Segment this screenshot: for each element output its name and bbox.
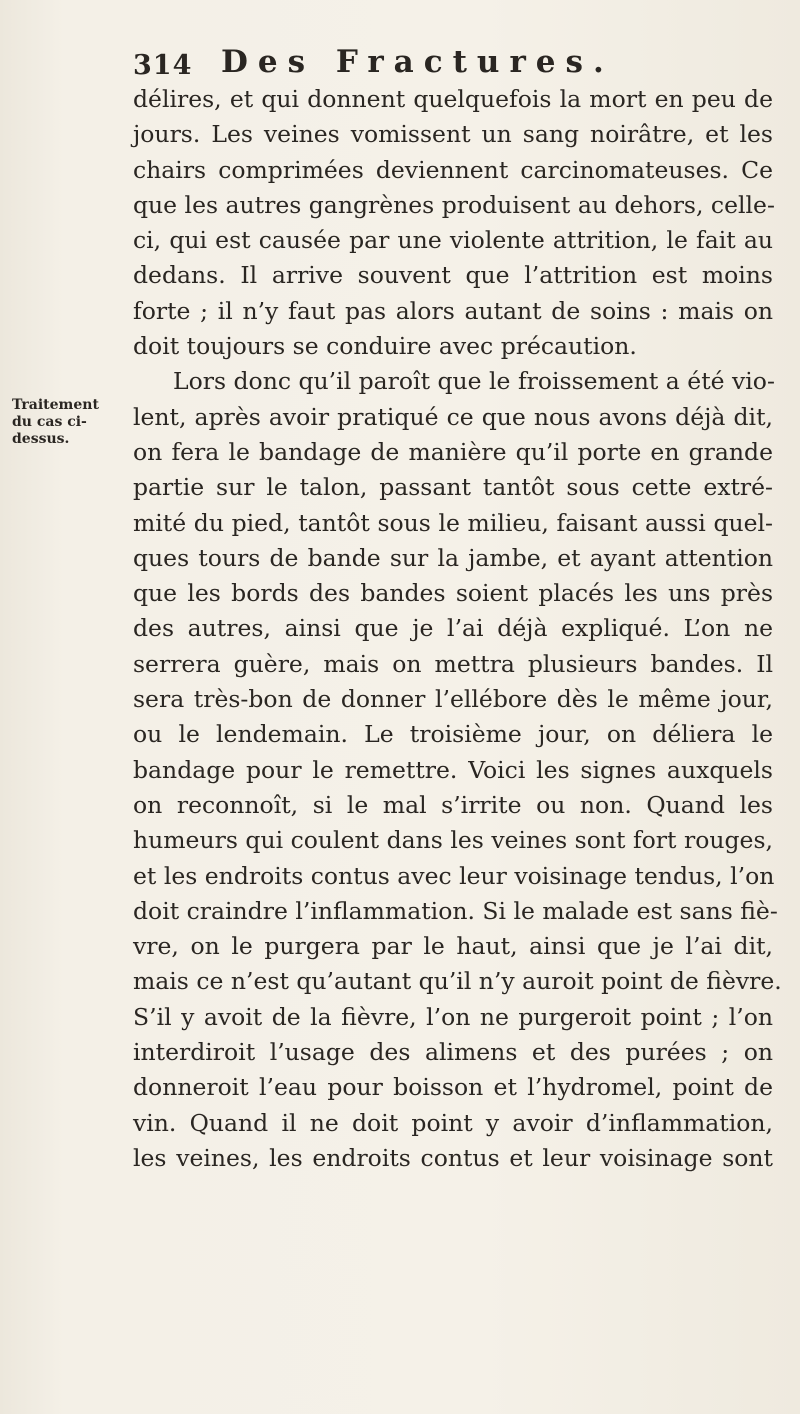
text-line: on reconnoît, si le mal s’irrite ou non. Quand les [133,790,773,819]
text-line: jours. Les veines vomissent un sang noirâtre, et les [133,120,773,149]
text-line: bandage pour le remettre. Voici les signes auxquels [133,755,773,784]
text-line: ou le lendemain. Le troisième jour, on déliera le [133,720,773,749]
margin-note [12,397,112,448]
text-line: sera très-bon de donner l’ellébore dès le même jour, [133,685,773,714]
text-line: ci, qui est causée par une violente attrition, le fait au [133,226,773,255]
text-line: doit craindre l’inflammation. Si le malade est sans fiè- [133,896,778,925]
text-line: les veines, les endroits contus et leur voisinage sont [133,1143,773,1172]
text-line: mais ce n’est qu’autant qu’il n’y auroit point de fièvre. [133,967,782,996]
margin-note-line: du cas ci- [12,414,87,430]
text-line: des autres, ainsi que je l’ai déjà expliqué. L’on ne [133,614,773,643]
text-line: vre, on le purgera par le haut, ainsi que je l’ai dit, [133,932,773,961]
text-line: S’il y avoit de la fièvre, l’on ne purgeroit point ; l’on [133,1002,773,1031]
text-line: humeurs qui coulent dans les veines sont fort rouges, [133,826,773,855]
page-number: 314 [133,50,193,81]
text-line: délires, et qui donnent quelquefois la mort en peu de [133,85,773,113]
text-line: mité du pied, tantôt sous le milieu, faisant aussi quel- [133,508,773,537]
text-line: Lors donc qu’il paroît que le froissement a été vio- [173,367,775,396]
text-line: doit toujours se conduire avec précaution. [133,332,637,361]
text-line: forte ; il n’y faut pas alors autant de soins : mais on [133,296,773,325]
running-title: Des Fractures. [221,44,614,80]
margin-note-line: dessus. [12,431,70,447]
paragraph [133,82,773,364]
text-line: que les bords des bandes soient placés les uns près [133,579,773,608]
text-line: on fera le bandage de manière qu’il porte en grande [133,437,773,466]
text-line: que les autres gangrènes produisent au dehors, celle- [133,190,775,219]
margin-note-line: Traitement [12,397,99,413]
text-line: lent, après avoir pratiqué ce que nous avons déjà dit, [133,402,773,431]
text-line: dedans. Il arrive souvent que l’attrition est moins [133,261,773,290]
body-text [133,82,782,1176]
paragraph [133,364,782,1176]
text-line: chairs comprimées deviennent carcinomateuses. Ce [133,155,773,184]
text-line: donneroit l’eau pour boisson et l’hydromel, point de [133,1073,773,1102]
text-line: vin. Quand il ne doit point y avoir d’inflammation, [133,1108,773,1137]
text-line: serrera guère, mais on mettra plusieurs bandes. Il [133,649,773,678]
text-line: et les endroits contus avec leur voisinage tendus, l’on [133,861,775,890]
text-line: interdiroit l’usage des alimens et des purées ; on [133,1038,773,1067]
text-line: ques tours de bande sur la jambe, et ayant attention [133,543,773,572]
text-line: partie sur le talon, passant tantôt sous cette extré- [133,473,773,502]
